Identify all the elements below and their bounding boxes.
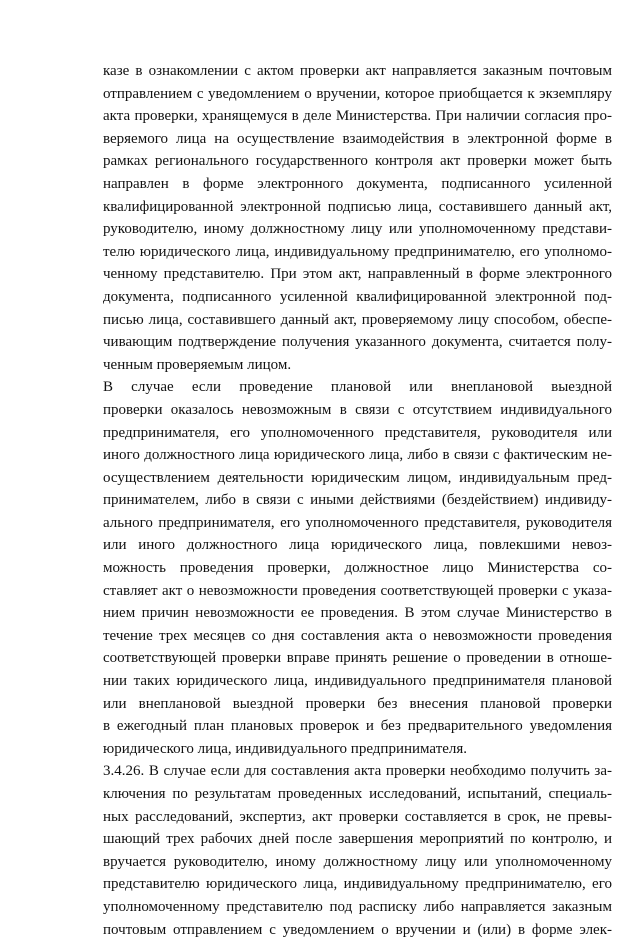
text-line: уполномоченному представителю под расписку либо направляется заказным	[103, 898, 612, 915]
text-line: ченному представителю. При этом акт, направленный в форме электронного	[103, 266, 612, 283]
text-line: иного должностного лица юридического лица, либо в связи с фактическим не-	[103, 447, 612, 464]
text-line: можность проведения проверки, должностное лицо Министерства со-	[103, 560, 612, 577]
text-line: ального предпринимателя, его уполномоченного представителя, руководителя	[103, 514, 612, 531]
text-line: казе в ознакомлении с актом проверки акт направляется заказным почтовым	[103, 63, 612, 79]
text-line: ных расследований, экспертиз, акт проверки составляется в срок, не превы-	[103, 808, 612, 825]
text-line: ставляет акт о невозможности проведения соответствующей проверки с указа-	[103, 582, 612, 599]
text-line: соответствующей проверки вправе принять решение о проведении в отноше-	[103, 650, 612, 667]
text-line: или иного должностного лица юридического лица, повлекшими невоз-	[103, 537, 612, 554]
text-line: течение трех месяцев со дня составления акта о невозможности проведения	[103, 627, 612, 644]
text-line: представителю юридического лица, индивидуальному предпринимателю, его	[103, 876, 612, 893]
text-line: квалифицированной электронной подписью лица, составившего данный акт,	[103, 198, 612, 215]
text-line: В случае если проведение плановой или внеплановой выездной	[103, 379, 612, 396]
text-line: направлен в форме электронного документа, подписанного усиленной	[103, 175, 612, 192]
text-line: шающий трех рабочих дней после завершения мероприятий по контролю, и	[103, 831, 612, 848]
text-line: отправлением с уведомлением о вручении, которое приобщается к экземпляру	[103, 85, 612, 102]
text-line: чивающим подтверждение получения указанного документа, считается полу-	[103, 334, 612, 351]
text-line: ключения по результатам проведенных исследований, испытаний, специаль-	[103, 786, 612, 802]
text-line: осуществлением деятельности юридическим лицом, индивидуальным пред-	[103, 469, 612, 486]
text-line: почтовым отправлением с уведомлением о вручении и (или) в форме элек-	[103, 921, 612, 938]
text-line: телю юридического лица, индивидуальному предпринимателю, его уполномо-	[103, 243, 612, 260]
text-line: рамках регионального государственного контроля акт проверки может быть	[103, 153, 612, 170]
text-line: писью лица, составившего данный акт, проверяемому лицу способом, обеспе-	[103, 311, 612, 328]
text-line: руководителю, иному должностному лицу или уполномоченному представи-	[103, 221, 612, 238]
text-line: юридического лица, индивидуального предпринимателя.	[103, 740, 468, 757]
text-line: или внеплановой выездной проверки без внесения плановой проверки	[103, 695, 612, 712]
document-body	[103, 60, 612, 941]
text-line: нии таких юридического лица, индивидуального предпринимателя плановой	[103, 673, 612, 690]
text-line: проверки оказалось невозможным в связи с отсутствием индивидуального	[103, 401, 612, 418]
text-line: ченным проверяемым лицом.	[103, 356, 292, 373]
text-line: вручается руководителю, иному должностному лицу или уполномоченному	[103, 853, 612, 870]
text-line: документа, подписанного усиленной квалифицированной электронной под-	[103, 288, 612, 305]
text-line: в ежегодный план плановых проверок и без предварительного уведомления	[103, 718, 612, 735]
text-line: веряемого лица на осуществление взаимодействия в электронной форме в	[103, 130, 612, 147]
text-line: принимателем, либо в связи с иными действиями (бездействием) индивиду-	[103, 492, 612, 509]
text-line: нием причин невозможности ее проведения. В этом случае Министерство в	[103, 605, 612, 622]
text-line: 3.4.26. В случае если для составления акта проверки необходимо получить за-	[103, 763, 612, 780]
text-line: акта проверки, хранящемуся в деле Министерства. При наличии согласия про-	[103, 108, 612, 125]
text-line: предпринимателя, его уполномоченного представителя, руководителя или	[103, 424, 612, 441]
